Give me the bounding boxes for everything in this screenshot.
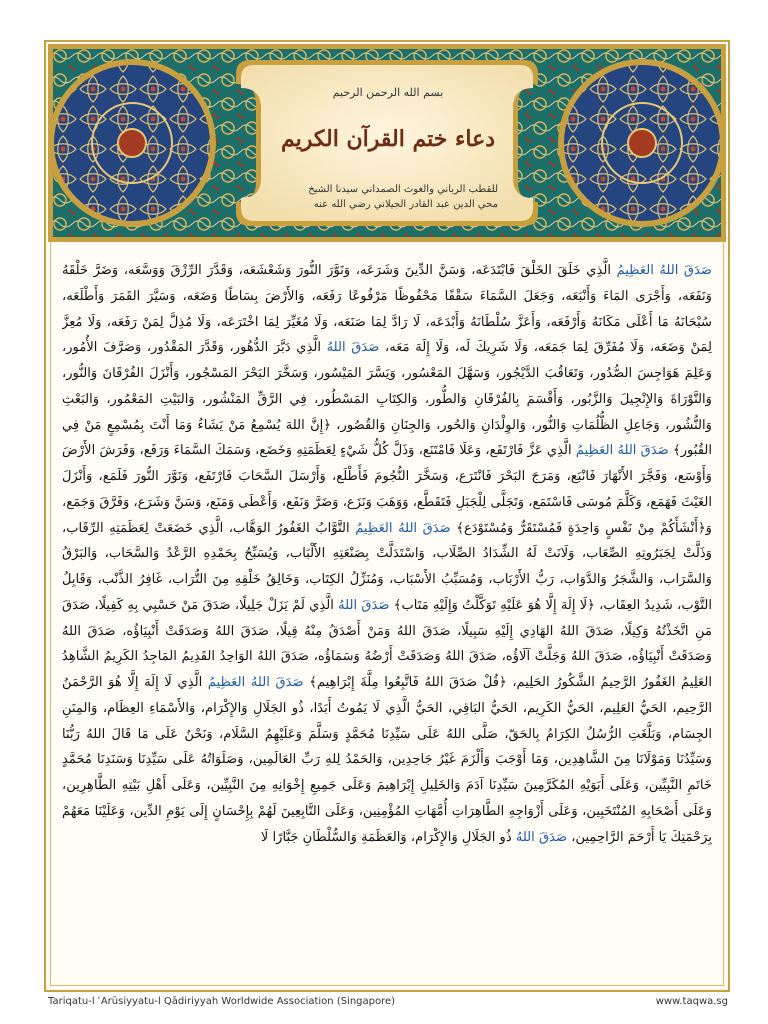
author-attribution (268, 182, 498, 212)
title-cartouche (250, 60, 526, 228)
paragraph-text: الَّذِي عَزَّ فَارْتَفَع، وَعَلَا فَامْتَنَع، وَذَلَّ كُلُّ شَيْءٍ لِعَظَمَتِهِ وَخَضَع، وَسَمَكَ السَّمَاءَ وَرَفَع، وَفَرَشَ الأَرْضَ وَأَوْسَع، وَفَجَّرَ الأَنْهَارَ فَانْبَع، وَمَرَجَ البَحْرَ فَانْتَرَع، وَسَخَّرَ النُّجُومَ فَأَطْلَع، وَأَرْسَلَ السَّحَابَ فَارْتَفَع، وَنَوَّرَ النُّورَ فَلَمَع، وَأَنْزَلَ الغَيْثَ فَهَمَع، وَكَلَّمَ مُوسَى فَاسْتَمَع، وَتَجَلَّى لِلْجَبَلِ فَتَقَطَّع، وَوَهَبَ وَنَزَع، وَضَرَّ وَنَفَع، وَأَعْطَى وَمَنَع، وَسَنَّ وَشَرَع، وَفَرَّقَ وَجَمَع، وَ﴿أَنْشَأَكُمْ مِنْ نَفْسٍ وَاحِدَةٍ فَمُسْتَقَرٌّ وَمُسْتَوْدَع﴾ (62, 443, 712, 536)
highlight-phrase: صَدَقَ اللهُ (326, 340, 380, 356)
paragraph (62, 340, 712, 458)
paragraph (62, 675, 712, 845)
paragraph-text: ذُو الجَلَالِ وَالإِكْرَام، وَالعَظَمَةِ وَالسُّلْطَانِ جَبَّارًا لَا (260, 829, 516, 845)
page-title: دعاء ختم القرآن الكريم (280, 126, 496, 152)
supplication-text (62, 258, 712, 980)
subtitle-line-2: محي الدين عبد القادر الجيلاني رضي الله عنه (313, 199, 498, 210)
right-medallion-center (628, 129, 656, 157)
paragraph-text: الَّذِي خَلَقَ الخَلْقَ فَابْتَدَعَه، وَسَنَّ الدِّينَ وَشَرَعَه، وَنَوَّرَ النُّورَ وَشَعْشَعَه، وَقَدَّرَ الرِّزْقَ وَوَسَّعَه، وَضَرَّ خَلْقَهُ وَنَفَعَه، وَأَجْرَى المَاءَ وَأَنْبَعَه، وَجَعَلَ السَّمَاءَ سَقْفًا مَحْفُوظًا مَرْفُوعًا رَفَعَه، وَالأَرْضَ بِسَاطًا وَضَعَه، وَسَيَّرَ القَمَرَ وَأَطْلَعَه، سُبْحَانَهُ مَا أَعْلَى مَكَانَهُ وَأَرْفَعَه، وَأَعَزَّ سُلْطَانَهُ وَأَبْدَعَه، لَا رَادَّ لِمَا صَنَعَه، وَلَا مُغَيِّرَ لِمَا اخْتَرَعَه، وَلَا مُذِلَّ لِمَنْ رَفَعَه، وَلَا مُعِزَّ لِمَنْ وَضَعَه، وَلَا مُفَرِّقَ لِمَا جَمَعَه، وَلَا شَرِيكَ لَه، وَلَا إِلَهَ مَعَه، (62, 263, 712, 356)
paragraph-text: الَّذِي لَمْ يَزَلْ جَلِيلًا، صَدَقَ مَنْ حَسْبِي بِهِ كَفِيلًا، صَدَقَ مَنِ اتَّخَذْتُهُ وَكِيلًا، صَدَقَ اللهُ الهَادِي إِلَيْهِ سَبِيلًا، صَدَقَ اللهُ وَمَنْ أَصْدَقُ مِنْهُ قِيلًا، صَدَقَ اللهُ وَصَدَقَتْ أَنْبِيَاؤُه، صَدَقَ اللهُ وَصَدَقَتْ أَنْبِيَاؤُه، صَدَقَ اللهُ وَجَلَّتْ آلَاؤُه، صَدَقَ اللهُ وَصَدَقَتْ أَرْضُهُ وَسَمَاؤُه، صَدَقَ اللهُ الوَاحِدُ القَدِيمُ المَاجِدُ الكَرِيمُ الشَّاهِدُ العَلِيمُ الغَفُورُ الرَّحِيمُ الشَّكُورُ الحَلِيم، ﴿قُلْ صَدَقَ اللهُ فَاتَّبِعُوا مِلَّةَ إِبْرَاهِيم﴾ (62, 597, 712, 690)
left-medallion-center (118, 129, 146, 157)
paragraph (261, 830, 567, 845)
paragraph-text: التَّوَّابُ الغَفُورُ الوَهَّاب، الَّذِي خَضَعَتْ لِعَظَمَتِهِ الرِّقَاب، وَذَلَّتْ لِجَبَرُوتِهِ الصِّعَاب، وَلَانَتْ لَهُ الشِّدَادُ الصِّلَاب، وَاسْتَدَلَّتْ بِصَنْعَتِهِ الأَلْبَاب، وَيُسَبِّحُ بِحَمْدِهِ الرَّعْدُ وَالسَّحَاب، وَالبَرْقُ وَالسَّرَاب، وَالشَّجَرُ وَالدَّوَاب، رَبُّ الأَرْبَاب، وَمُسَبِّبُ الأَسْبَاب، وَمُنَزِّلُ الكِتَاب، وَخَالِقُ خَلْقِهِ مِنَ التُّرَاب، غَافِرُ الذَّنْب، وَقَابِلُ التَّوْب، شَدِيدُ العِقَاب، ﴿لَا إِلَهَ إِلَّا هُوَ عَلَيْهِ تَوَكَّلْتُ وَإِلَيْهِ مَتَاب﴾ (62, 520, 712, 613)
basmala: بسم الله الرحمن الرحيم (332, 86, 444, 99)
highlight-phrase: صَدَقَ اللهُ العَظِيمُ (355, 520, 451, 536)
footer-website-link[interactable]: www.taqwa.sg (655, 996, 728, 1007)
paragraph-text: الَّذِي دَبَّرَ الدُّهُور، وَقَدَّرَ المَقْدُور، وَصَرَّفَ الأُمُور، وَعَلِمَ هَوَاجِسَ الصُّدُور، وَتَعَاقُبَ الدَّيْجُور، وَسَهَّلَ المَعْسُور، وَيَسَّرَ المَيْسُور، وَسَخَّرَ البَحْرَ المَسْجُور، وَأَنْزَلَ الفُرْقَانَ وَالنُّور، وَالتَّوْرَاةَ وَالإِنْجِيلَ وَالزَّبُور، وَأَقْسَمَ بِالفُرْقَانِ وَالطُّور، وَالكِتَابِ المَسْطُور، فِي الرَّقِّ المَنْشُور، وَالبَيْتِ المَعْمُور، وَالبَعْثِ وَالنُّشُور، وَجَاعِلِ الظُّلُمَاتِ وَالنُّور، وَالوِلْدَانِ وَالحُور، وَالجِنَانِ وَالقُصُور، ﴿إِنَّ اللهَ يُسْمِعُ مَنْ يَشَاءُ وَمَا أَنْتَ بِمُسْمِعٍ مَنْ فِي القُبُور﴾ (62, 340, 712, 459)
highlight-phrase: صَدَقَ اللهُ (515, 829, 568, 845)
highlight-phrase: صَدَقَ اللهُ (338, 597, 390, 613)
highlight-phrase: صَدَقَ اللهُ العَظِيمُ (616, 263, 712, 278)
highlight-phrase: صَدَقَ اللهُ العَظِيمُ (575, 443, 669, 459)
subtitle-line-1: للقطب الرباني والغوث الصمداني سيدنا الشيخ (308, 184, 498, 195)
ornamental-header (48, 44, 726, 242)
footer-organization: Tariqatu-l ʿArūsiyyatu-l Qādiriyyah Worldwide Association (Singapore) (48, 996, 396, 1007)
highlight-phrase: صَدَقَ اللهُ العَظِيمُ (207, 675, 304, 690)
paragraph-text: الَّذِي لَا إِلَهَ إِلَّا هُوَ الرَّحْمَنُ الرَّحِيم، الحَيُّ العَلِيم، الحَيُّ الكَرِيم، الحَيُّ البَاقِي، الحَيُّ الَّذِي لَا يَمُوتُ أَبَدًا، ذُو الجَلَالِ وَالإِكْرَام، وَالأَسْمَاءِ العِظَام، وَالمِنَنِ الجِسَام، وَبَلَّغَتِ الرُّسُلُ الكِرَامُ بِالحَقّ، صَلَّى اللهُ عَلَى سَيِّدِنَا مُحَمَّدٍ وَسَلَّمَ وَعَلَيْهِمُ السَّلَام، وَنَحْنُ عَلَى مَا قَالَ اللهُ رَبُّنَا وَسَيِّدُنَا وَمَوْلَانَا مِنَ الشَّاهِدِين، وَمَا أَوْجَبَ وَأَلْزَمَ غَيْرُ جَاحِدِين، وَالحَمْدُ لِلهِ رَبِّ العَالَمِين، وَصَلَوَاتُهُ عَلَى سَيِّدِنَا وَسَنَدِنَا مُحَمَّدٍ خَاتَمِ النَّبِيِّين، وَعَلَى أَبَوَيْهِ المُكَرَّمِينَ سَيِّدِنَا آدَمَ وَالخَلِيلِ إِبْرَاهِيمَ وَعَلَى جَمِيعِ إِخْوَانِهِ مِنَ النَّبِيِّين، وَعَلَى أَهْلِ بَيْتِهِ الطَّاهِرِين، وَعَلَى أَصْحَابِهِ المُنْتَخَبِين، وَعَلَى أَزْوَاجِهِ الطَّاهِرَاتِ أُمَّهَاتِ المُؤْمِنِين، وَعَلَى التَّابِعِينَ لَهُمْ بِإِحْسَانٍ إِلَى يَوْمِ الدِّين، وَعَلَيْنَا مَعَهُمْ بِرَحْمَتِكَ يَا أَرْحَمَ الرَّاحِمِين، (62, 675, 712, 845)
